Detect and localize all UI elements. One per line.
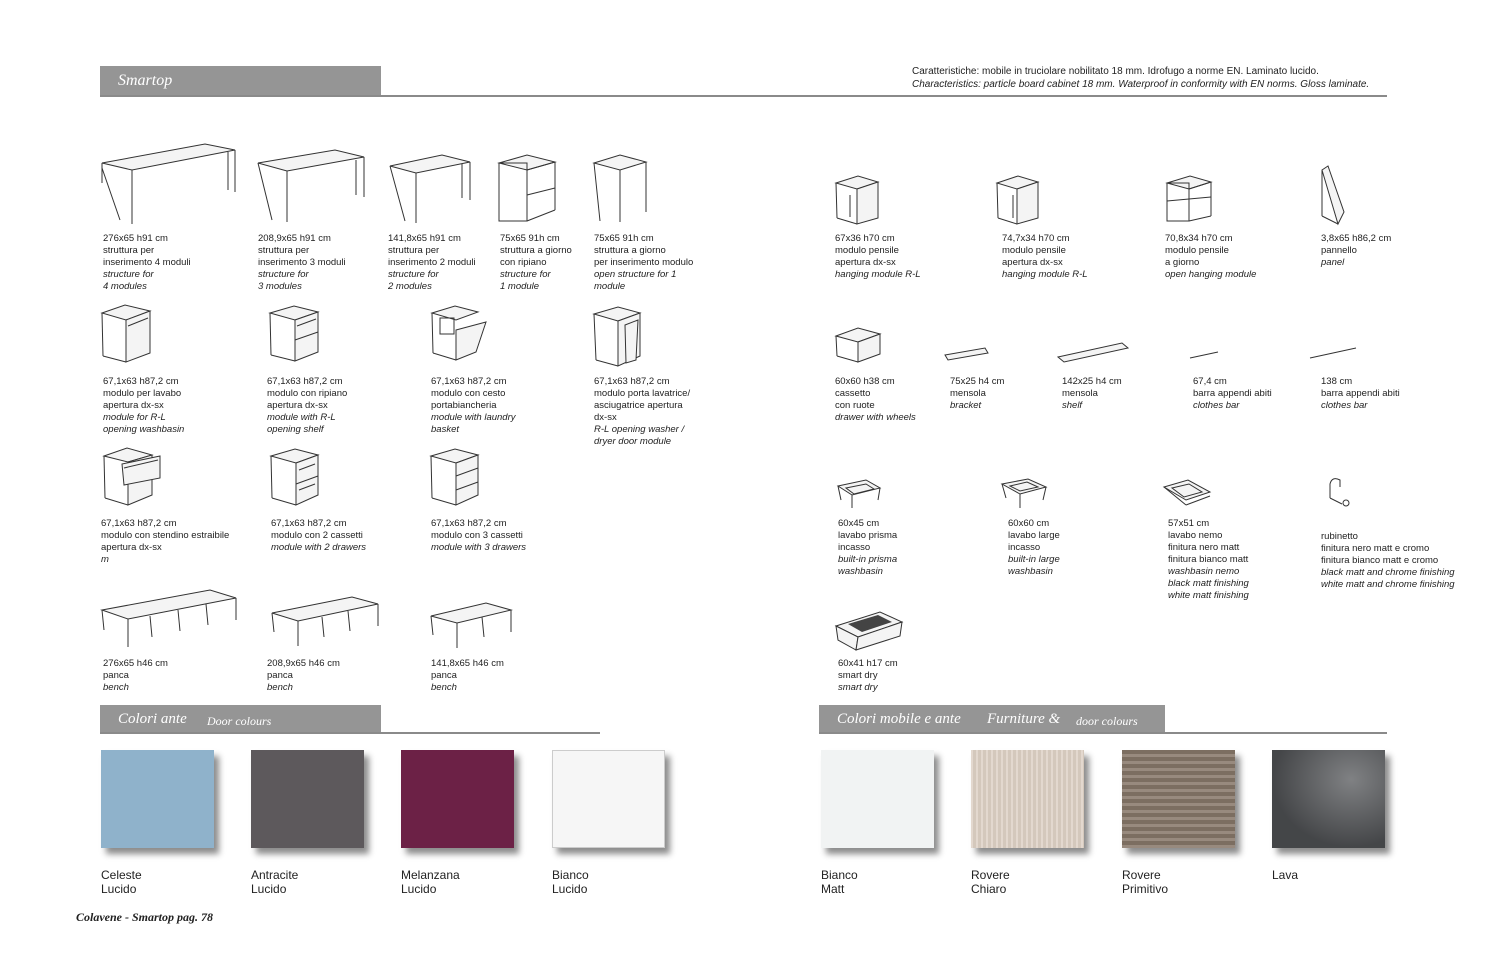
panel-drawing [1322,166,1344,224]
furniture-colour-label-4: Lava [1272,868,1299,882]
product-caption-faucet: rubinetto finitura nero matt e cromo finitura bianco matt e cromo black matt and chrome finishing white matt and chrome finishing [1321,531,1455,590]
clothes-bar-67-drawing [1190,352,1218,358]
swatch-lava [1272,750,1385,848]
clothes-bar-138-drawing [1310,348,1356,358]
door-colours-title: Colori ante [118,711,187,727]
bench-141-drawing [431,603,511,648]
structure-4-modules-drawing [102,144,235,224]
furniture-colours-rule [819,732,1387,734]
product-caption-drying-rack-module: 67,1x63 h87,2 cm modulo con stendino estraibile apertura dx-sx m [101,518,230,565]
product-caption-washer-module: 67,1x63 h87,2 cm modulo porta lavatrice/ asciugatrice apertura dx-sx R-L opening washer / dryer door module [594,376,691,447]
washbasin-large-drawing [1002,479,1046,508]
door-colours-subtitle: Door colours [207,714,272,728]
product-caption-open-hanging: 70,8x34 h70 cm modulo pensile a giorno open hanging module [1165,233,1257,280]
product-caption-hanging-67: 67x36 h70 cm modulo pensile apertura dx-sx hanging module R-L [835,233,921,280]
structure-3-modules-drawing [258,150,364,222]
characteristics-it: Caratteristiche: mobile in truciolare nobilitato 18 mm. Idrofugo a norme EN. Laminato lucido. [912,66,1319,77]
section-header-door-colours [100,705,381,733]
product-caption-shelf-module: 67,1x63 h87,2 cm modulo con ripiano apertura dx-sx module with R-L opening shelf [267,376,348,435]
shelf-142-drawing [1058,343,1128,362]
product-caption-structure-2: 141,8x65 h91 cm struttura per inserimento 2 moduli structure for 2 modules [388,233,476,292]
product-caption-washbasin-nemo: 57x51 cm lavabo nemo finitura nero matt finitura bianco matt washbasin nemo black matt finishing white matt finishing [1168,518,1249,601]
furniture-colours-subtitle: door colours [1076,714,1138,728]
washbasin-prisma-drawing [838,480,880,508]
structure-2-modules-drawing [390,155,470,223]
product-caption-shelf: 142x25 h4 cm mensola shelf [1062,376,1122,411]
product-caption-open-module: 75x65 91h cm struttura a giorno per inserimento modulo open structure for 1 module [594,233,694,292]
bracket-75-drawing [945,348,988,360]
washbasin-nemo-drawing [1164,480,1210,505]
furniture-colours-mid: Furniture & [987,711,1061,727]
product-caption-panel: 3,8x65 h86,2 cm pannello panel [1321,233,1392,268]
drawer-wheels-drawing [836,328,880,362]
product-caption-structure-4: 276x65 h91 cm struttura per inserimento 4 moduli structure for 4 modules [103,233,191,292]
swatch-antracite [251,750,364,848]
product-caption-clothes-bar-67: 67,4 cm barra appendi abiti clothes bar [1193,376,1272,411]
product-caption-open-shelf: 75x65 91h cm struttura a giorno con ripiano structure for 1 module [500,233,572,292]
bench-208-drawing [272,597,378,646]
product-caption-bench-141: 141,8x65 h46 cm panca bench [431,658,504,693]
open-structure-module-drawing [594,155,646,222]
drying-rack-module-drawing [104,448,160,505]
door-colours-rule [100,732,600,734]
open-structure-shelf-drawing [499,155,555,221]
swatch-melanzana [401,750,514,848]
product-caption-two-drawers: 67,1x63 h87,2 cm modulo con 2 cassetti module with 2 drawers [271,518,367,553]
product-caption-smart-dry: 60x41 h17 cm smart dry smart dry [838,658,898,693]
characteristics-en: Characteristics: particle board cabinet 18 mm. Waterproof in conformity with EN norms. Gloss laminate. [912,79,1370,90]
three-drawers-module-drawing [431,449,478,505]
furniture-colour-label-3: Rovere Primitivo [1122,868,1169,896]
bench-276-drawing [102,590,236,647]
product-caption-drawer-wheels: 60x60 h38 cm cassetto con ruote drawer with wheels [835,376,916,423]
furniture-colour-label-1: Bianco Matt [821,868,858,896]
page-footer: Colavene - Smartop pag. 78 [76,910,213,924]
washer-door-module-drawing [594,307,640,366]
laundry-basket-module-drawing [432,306,486,360]
open-hanging-module-drawing [1167,176,1211,221]
swatch-rovere-primitivo [1122,750,1235,848]
washbasin-module-drawing [102,305,150,362]
swatch-rovere-chiaro [971,750,1084,848]
product-caption-washbasin-large: 60x60 cm lavabo large incasso built-in large washbasin [1008,518,1060,577]
furniture-colour-label-2: Rovere Chiaro [971,868,1010,896]
smart-dry-drawing [836,612,902,650]
product-caption-bracket: 75x25 h4 cm mensola bracket [950,376,1005,411]
product-caption-three-drawers: 67,1x63 h87,2 cm modulo con 3 cassetti module with 3 drawers [431,518,527,553]
door-colour-label-4: Bianco Lucido [552,868,589,896]
swatch-celeste [101,750,214,848]
shelf-module-drawing [270,306,318,361]
product-caption-washbasin-prisma: 60x45 cm lavabo prisma incasso built-in prisma washbasin [838,518,898,577]
furniture-colours-title: Colori mobile e ante [837,711,961,727]
product-caption-washbasin-module: 67,1x63 h87,2 cm modulo per lavabo apertura dx-sx module for R-L opening washbasin [103,376,185,435]
product-caption-laundry-module: 67,1x63 h87,2 cm modulo con cesto portabiancheria module with laundry basket [431,376,516,435]
two-drawers-module-drawing [271,449,318,505]
door-colour-label-2: Antracite Lucido [251,868,299,896]
door-colour-label-1: Celeste Lucido [101,868,142,896]
faucet-drawing [1330,479,1349,506]
product-caption-bench-276: 276x65 h46 cm panca bench [103,658,168,693]
hanging-module-74-drawing [997,176,1038,224]
product-caption-structure-3: 208,9x65 h91 cm struttura per inserimento 3 moduli structure for 3 modules [258,233,346,292]
product-caption-clothes-bar-138: 138 cm barra appendi abiti clothes bar [1321,376,1400,411]
section-title: Smartop [118,72,173,89]
product-caption-bench-208: 208,9x65 h46 cm panca bench [267,658,340,693]
section-header-furniture-colours [819,705,1165,733]
swatch-bianco-lucido [552,750,665,848]
door-colour-label-3: Melanzana Lucido [401,868,460,896]
hanging-module-67-drawing [836,176,878,224]
product-caption-hanging-74: 74,7x34 h70 cm modulo pensile apertura dx-sx hanging module R-L [1002,233,1088,280]
swatch-bianco-matt [821,750,934,848]
